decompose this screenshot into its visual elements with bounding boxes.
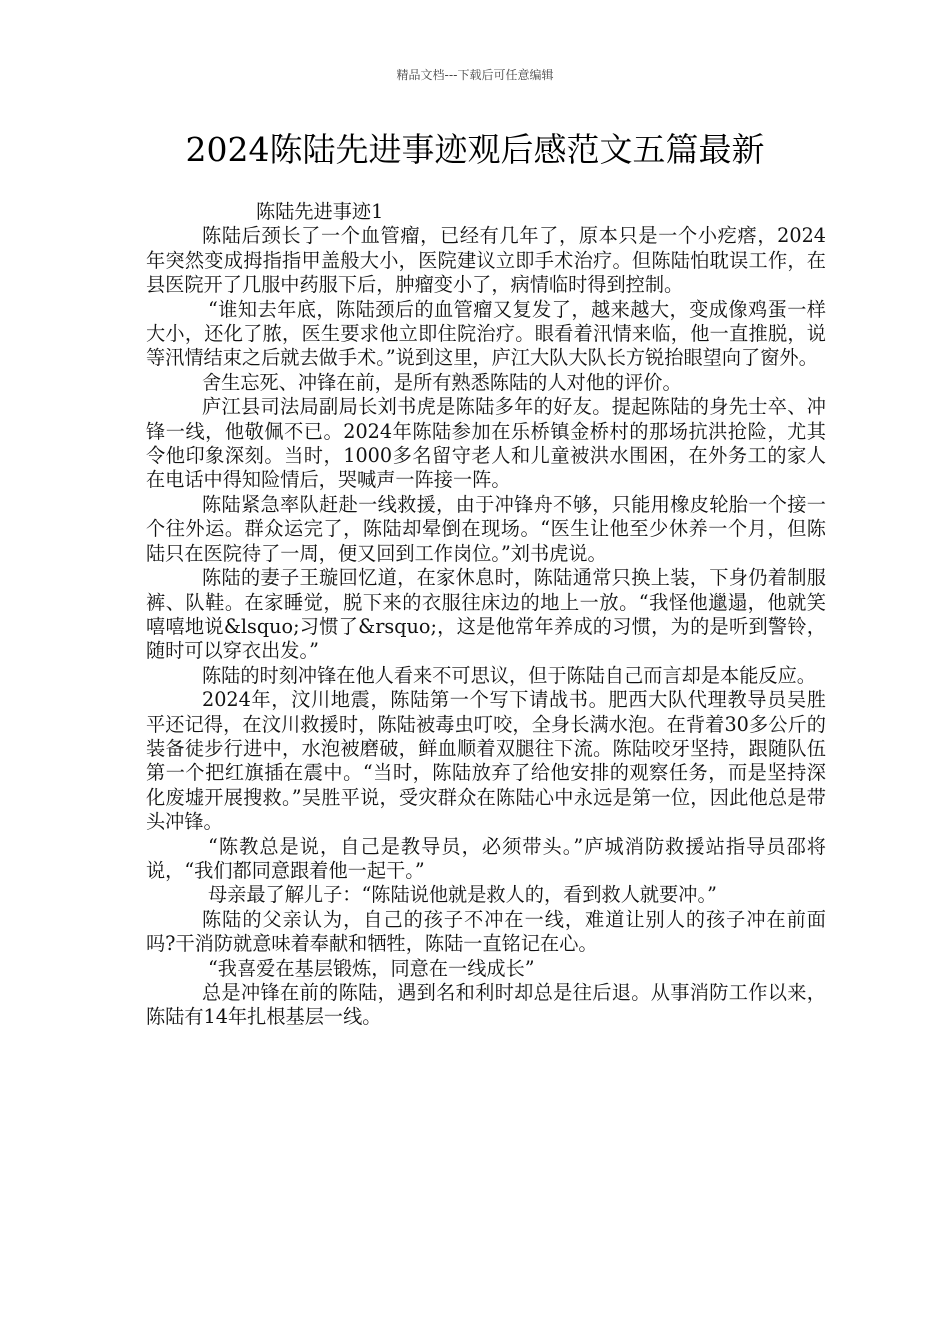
document-title: 2024陈陆先进事迹观后感范文五篇最新 <box>185 130 765 169</box>
paragraph: 总是冲锋在前的陈陆，遇到名和利时却总是往后退。从事消防工作以来，陈陆有14年扎根基层一线。 <box>146 981 826 1029</box>
paragraph: 母亲最了解儿子：“陈陆说他就是救人的，看到救人就要冲。” <box>208 883 717 907</box>
paragraph: 陈陆的妻子王璇回忆道，在家休息时，陈陆通常只换上装，下身仍着制服裤、队鞋。在家睡觉，脱下来的衣服往床边的地上一放。“我怪他邋遢，他就笑嘻嘻地说&lsquo;习惯了&rsquo;，这是他常年养成的习惯，为的是听到警铃，随时可以穿衣出发。” <box>146 566 826 663</box>
paragraph: 舍生忘死、冲锋在前，是所有熟悉陈陆的人对他的评价。 <box>202 370 682 394</box>
section-heading: 陈陆先进事迹1 <box>256 200 384 223</box>
paragraph: “陈教总是说，自己是教导员，必须带头。”庐城消防救援站指导员邵将说，“我们都同意跟着他一起干。” <box>146 834 826 882</box>
paragraph: 陈陆的时刻冲锋在他人看来不可思议，但于陈陆自己而言却是本能反应。 <box>202 663 816 687</box>
paragraph: 陈陆的父亲认为，自己的孩子不冲在一线，难道让别人的孩子冲在前面吗?干消防就意味着奉献和牺牲，陈陆一直铭记在心。 <box>146 907 826 956</box>
running-header: 精品文档---下载后可任意编辑 <box>396 68 554 82</box>
document-body <box>146 200 826 1030</box>
paragraph: “我喜爱在基层锻炼，同意在一线成长” <box>208 956 535 980</box>
paragraph: 2024年，汶川地震，陈陆第一个写下请战书。肥西大队代理教导员吴胜平还记得，在汶川救援时，陈陆被毒虫叮咬，全身长满水泡。在背着30多公斤的装备徒步行进中，水泡被磨破，鲜血顺着双腿往下流。陈陆咬牙坚持，跟随队伍第一个把红旗插在震中。“当时，陈陆放弃了给他安排的观察任务，而是坚持深化废墟开展搜救。”吴胜平说，受灾群众在陈陆心中永远是第一位，因此他总是带头冲锋。 <box>146 688 826 834</box>
paragraph: 陈陆后颈长了一个血管瘤，已经有几年了，原本只是一个小疙瘩，2024年突然变成拇指指甲盖般大小，医院建议立即手术治疗。但陈陆怕耽误工作，在县医院开了几服中药服下后，肿瘤变小了，病情临时得到控制。 <box>146 224 826 297</box>
paragraph: 陈陆紧急率队赶赴一线救援，由于冲锋舟不够，只能用橡皮轮胎一个接一个往外运。群众运完了，陈陆却晕倒在现场。“医生让他至少休养一个月，但陈陆只在医院待了一周，便又回到工作岗位。”刘书虎说。 <box>146 492 826 565</box>
paragraph: 庐江县司法局副局长刘书虎是陈陆多年的好友。提起陈陆的身先士卒、冲锋一线，他敬佩不已。2024年陈陆参加在乐桥镇金桥村的那场抗洪抢险，尤其令他印象深刻。当时，1000多名留守老人和儿童被洪水围困，在外务工的家人在电话中得知险情后，哭喊声一阵接一阵。 <box>146 395 826 492</box>
paragraph: “谁知去年底，陈陆颈后的血管瘤又复发了，越来越大，变成像鸡蛋一样大小，还化了脓，医生要求他立即住院治疗。眼看着汛情来临，他一直推脱，说等汛情结束之后就去做手术。”说到这里，庐江大队大队长方锐抬眼望向了窗外。 <box>146 297 826 370</box>
